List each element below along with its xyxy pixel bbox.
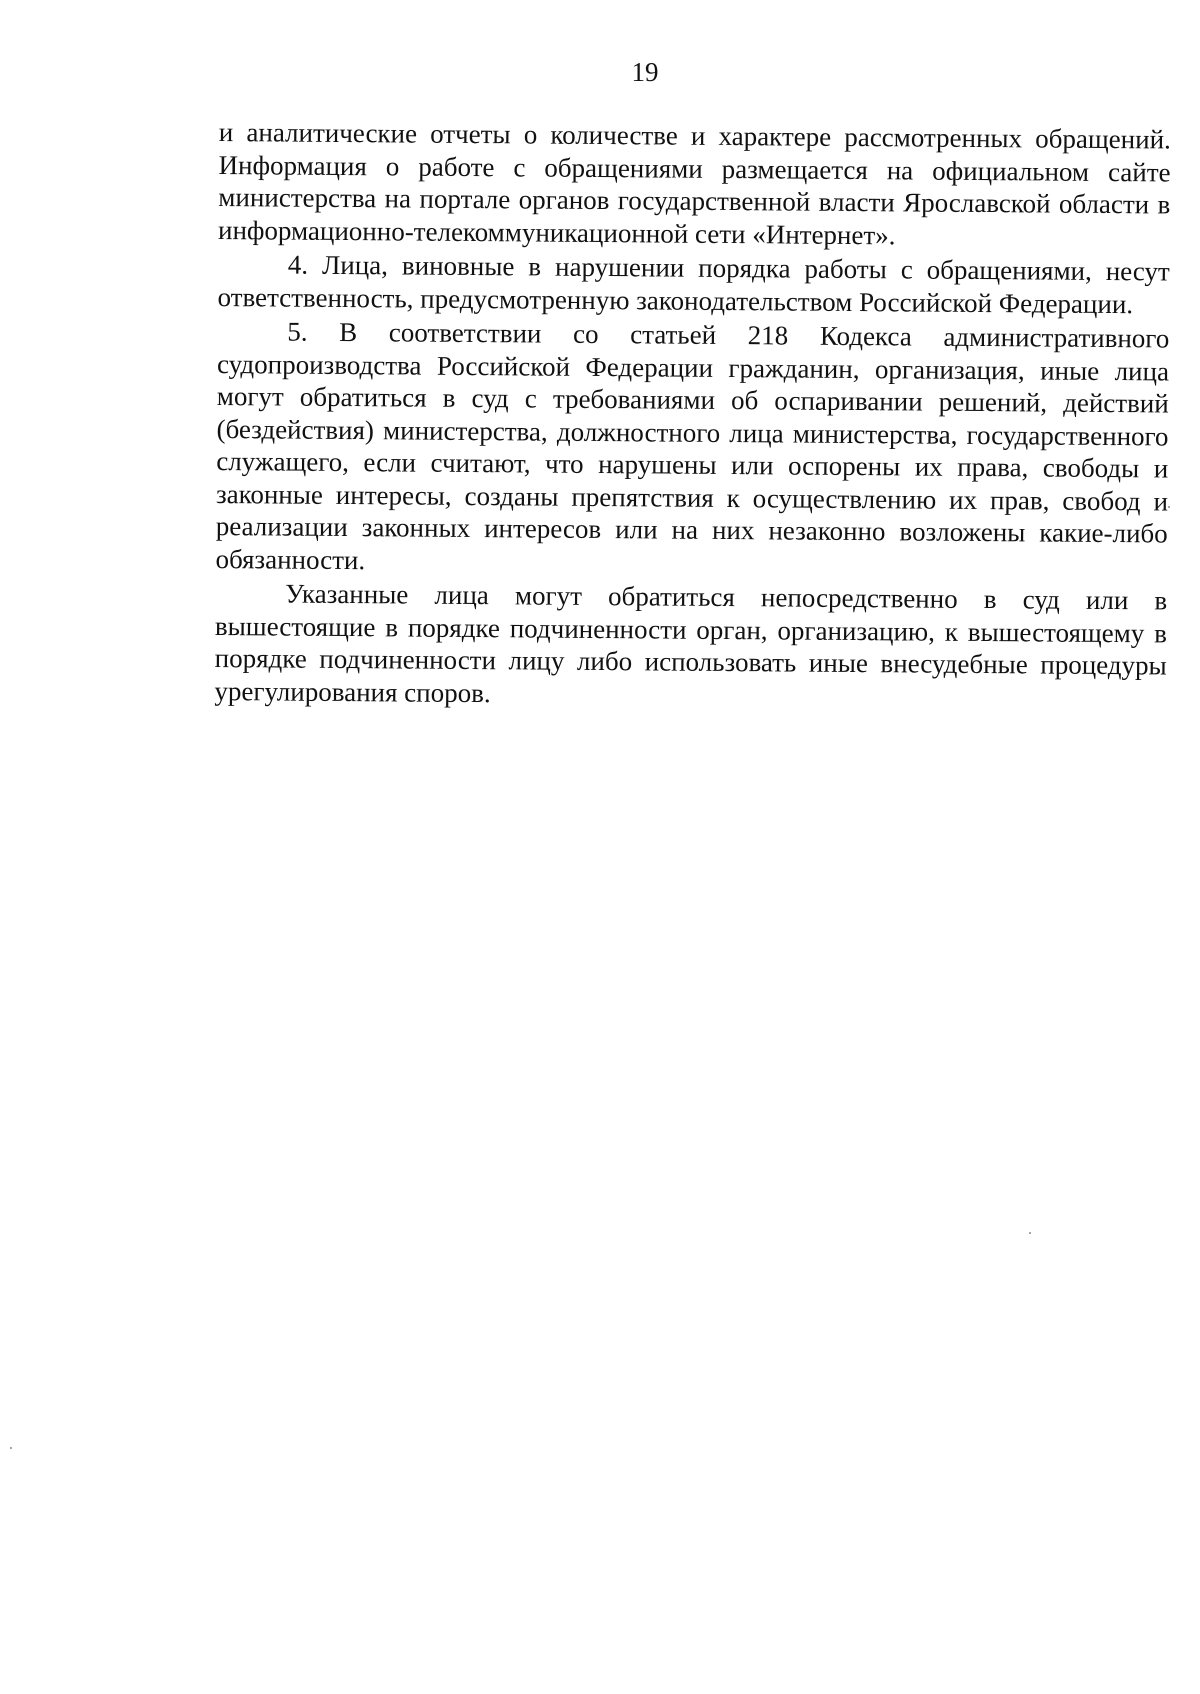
scan-speck [1168,506,1170,508]
document-body [214,116,1171,716]
scan-speck [1029,1232,1031,1234]
paragraph-clause-5: 5. В соответствии со статьей 218 Кодекса административного судопроизводства Российской Федерации гражданин, организация, иные лица могут обратиться в суд с требованиями об оспаривании решений, действий (бездействия) министерства, должностного лица министерства, государственного служащего, если считают, что нарушены или оспорены их права, свободы и законные интересы, созданы препятствия к осуществлению их прав, свобод и реализации законных интересов или на них незаконно возложены какие-либо обязанности. [215,316,1170,575]
paragraph-appeal-options: Указанные лица могут обратиться непосредственно в суд или в вышестоящие в порядке подчиненности орган, организацию, к вышестоящему в порядке подчиненности лицу либо использовать иные внесудебные процедуры урегулирования споров. [214,578,1168,708]
page-number: 19 [631,57,659,87]
scan-speck [10,1447,12,1449]
paragraph-report-info: и аналитические отчеты о количестве и характере рассмотренных обращений. Информация о работе с обращениями размещается на официальном сайте министерства на портале органов государственной власти Ярославской области в информационно-телекоммуникационной сети «Интернет». [217,116,1171,250]
paragraph-clause-4: 4. Лица, виновные в нарушении порядка работы с обращениями, несут ответственность, предусмотренную законодательством Российской Федерации. [217,249,1170,319]
